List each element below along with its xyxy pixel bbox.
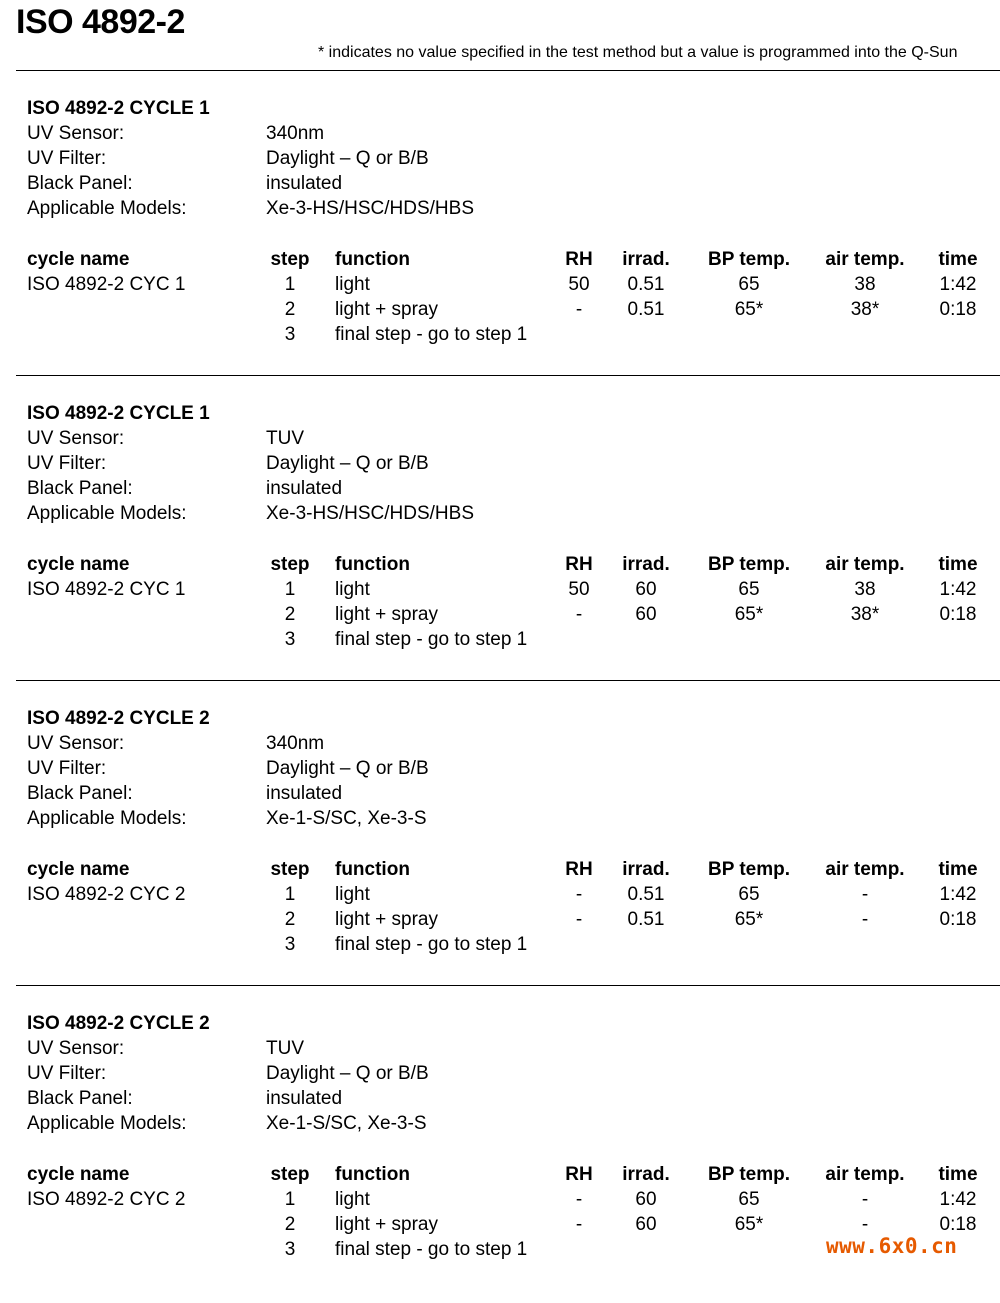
step-cell: 1 xyxy=(284,884,296,905)
irrad-cell: 60 xyxy=(635,604,657,625)
applicable-models-label: Applicable Models: xyxy=(27,503,187,524)
function-cell: final step - go to step 1 xyxy=(335,629,528,650)
irrad-cell: 60 xyxy=(635,1214,657,1235)
uv-filter-value: Daylight – Q or B/B xyxy=(266,758,429,779)
rh-header: RH xyxy=(565,554,593,575)
time-header: time xyxy=(938,249,978,270)
function-header: function xyxy=(335,1164,410,1185)
cycle-name-header: cycle name xyxy=(27,249,130,270)
uv-sensor-value: TUV xyxy=(266,1038,304,1059)
time-cell: 1:42 xyxy=(939,579,977,600)
section-title: ISO 4892-2 CYCLE 2 xyxy=(27,708,210,729)
function-cell: light + spray xyxy=(335,299,438,320)
bp-temp-cell: 65 xyxy=(738,884,760,905)
black-panel-label: Black Panel: xyxy=(27,173,133,194)
black-panel-value: insulated xyxy=(266,478,343,499)
step-cell: 1 xyxy=(284,274,296,295)
black-panel-value: insulated xyxy=(266,783,343,804)
function-cell: light + spray xyxy=(335,604,438,625)
applicable-models-label: Applicable Models: xyxy=(27,198,187,219)
step-header: step xyxy=(270,859,310,880)
step-header: step xyxy=(270,554,310,575)
bp-temp-cell: 65* xyxy=(734,1214,764,1235)
irrad-cell: 60 xyxy=(635,1189,657,1210)
cycle-name-value: ISO 4892-2 CYC 2 xyxy=(27,1189,186,1210)
rh-cell: - xyxy=(575,909,583,930)
black-panel-label: Black Panel: xyxy=(27,1088,133,1109)
cycle-name-value: ISO 4892-2 CYC 1 xyxy=(27,579,186,600)
uv-sensor-label: UV Sensor: xyxy=(27,123,125,144)
cycle-name-header: cycle name xyxy=(27,1164,130,1185)
time-cell: 0:18 xyxy=(939,1214,977,1235)
applicable-models-label: Applicable Models: xyxy=(27,1113,187,1134)
cycle-name-value: ISO 4892-2 CYC 2 xyxy=(27,884,186,905)
time-header: time xyxy=(938,859,978,880)
black-panel-label: Black Panel: xyxy=(27,783,133,804)
uv-sensor-label: UV Sensor: xyxy=(27,733,125,754)
applicable-models-value: Xe-1-S/SC, Xe-3-S xyxy=(266,1113,427,1134)
bp-temp-cell: 65 xyxy=(738,274,760,295)
watermark-logo: www.6x0.cn xyxy=(826,1234,958,1258)
air-temp-header: air temp. xyxy=(825,554,905,575)
uv-filter-value: Daylight – Q or B/B xyxy=(266,148,429,169)
bp-temp-cell: 65* xyxy=(734,604,764,625)
time-cell: 0:18 xyxy=(939,604,977,625)
time-header: time xyxy=(938,1164,978,1185)
step-header: step xyxy=(270,249,310,270)
bp-temp-cell: 65 xyxy=(738,579,760,600)
step-cell: 2 xyxy=(284,604,296,625)
irrad-cell: 0.51 xyxy=(627,884,665,905)
bp-temp-header: BP temp. xyxy=(707,859,790,880)
step-header: step xyxy=(270,1164,310,1185)
function-header: function xyxy=(335,859,410,880)
function-header: function xyxy=(335,554,410,575)
bp-temp-header: BP temp. xyxy=(707,1164,790,1185)
rh-cell: 50 xyxy=(568,274,590,295)
function-cell: light xyxy=(335,274,370,295)
function-cell: light xyxy=(335,579,370,600)
air-temp-header: air temp. xyxy=(825,1164,905,1185)
function-cell: final step - go to step 1 xyxy=(335,324,528,345)
rh-cell: - xyxy=(575,604,583,625)
uv-filter-label: UV Filter: xyxy=(27,1063,107,1084)
uv-sensor-value: 340nm xyxy=(266,733,325,754)
black-panel-label: Black Panel: xyxy=(27,478,133,499)
time-cell: 1:42 xyxy=(939,274,977,295)
irrad-cell: 60 xyxy=(635,579,657,600)
applicable-models-label: Applicable Models: xyxy=(27,808,187,829)
time-cell: 1:42 xyxy=(939,1189,977,1210)
cycle-section xyxy=(27,708,1000,998)
section-title: ISO 4892-2 CYCLE 2 xyxy=(27,1013,210,1034)
air-temp-cell: - xyxy=(861,884,869,905)
air-temp-cell: - xyxy=(861,909,869,930)
rh-cell: - xyxy=(575,1214,583,1235)
rh-header: RH xyxy=(565,249,593,270)
uv-filter-value: Daylight – Q or B/B xyxy=(266,1063,429,1084)
time-cell: 0:18 xyxy=(939,299,977,320)
step-cell: 3 xyxy=(284,1239,296,1260)
function-cell: light xyxy=(335,1189,370,1210)
function-cell: light + spray xyxy=(335,909,438,930)
cycle-section xyxy=(27,1013,1000,1303)
rh-cell: - xyxy=(575,884,583,905)
function-header: function xyxy=(335,249,410,270)
uv-sensor-value: TUV xyxy=(266,428,304,449)
step-cell: 2 xyxy=(284,299,296,320)
page-title: ISO 4892-2 xyxy=(16,3,185,41)
air-temp-cell: 38* xyxy=(850,299,880,320)
rh-cell: - xyxy=(575,299,583,320)
air-temp-cell: 38* xyxy=(850,604,880,625)
bp-temp-cell: 65 xyxy=(738,1189,760,1210)
function-cell: final step - go to step 1 xyxy=(335,1239,528,1260)
irrad-cell: 0.51 xyxy=(627,274,665,295)
bp-temp-header: BP temp. xyxy=(707,554,790,575)
bp-temp-cell: 65* xyxy=(734,909,764,930)
irrad-header: irrad. xyxy=(622,249,670,270)
cycle-name-header: cycle name xyxy=(27,554,130,575)
function-cell: light xyxy=(335,884,370,905)
air-temp-cell: - xyxy=(861,1214,869,1235)
cycle-section xyxy=(27,98,1000,388)
rh-header: RH xyxy=(565,859,593,880)
irrad-header: irrad. xyxy=(622,1164,670,1185)
time-cell: 1:42 xyxy=(939,884,977,905)
uv-sensor-value: 340nm xyxy=(266,123,325,144)
applicable-models-value: Xe-1-S/SC, Xe-3-S xyxy=(266,808,427,829)
divider xyxy=(16,70,1000,71)
air-temp-cell: 38 xyxy=(854,274,876,295)
irrad-header: irrad. xyxy=(622,859,670,880)
black-panel-value: insulated xyxy=(266,173,343,194)
air-temp-header: air temp. xyxy=(825,859,905,880)
footnote-note: * indicates no value specified in the test method but a value is programmed into the Q-Sun xyxy=(318,44,958,61)
step-cell: 3 xyxy=(284,934,296,955)
section-title: ISO 4892-2 CYCLE 1 xyxy=(27,403,210,424)
cycle-name-value: ISO 4892-2 CYC 1 xyxy=(27,274,186,295)
section-title: ISO 4892-2 CYCLE 1 xyxy=(27,98,210,119)
bp-temp-cell: 65* xyxy=(734,299,764,320)
uv-sensor-label: UV Sensor: xyxy=(27,428,125,449)
air-temp-cell: - xyxy=(861,1189,869,1210)
step-cell: 1 xyxy=(284,579,296,600)
cycle-name-header: cycle name xyxy=(27,859,130,880)
black-panel-value: insulated xyxy=(266,1088,343,1109)
time-header: time xyxy=(938,554,978,575)
irrad-header: irrad. xyxy=(622,554,670,575)
uv-sensor-label: UV Sensor: xyxy=(27,1038,125,1059)
uv-filter-label: UV Filter: xyxy=(27,148,107,169)
rh-header: RH xyxy=(565,1164,593,1185)
step-cell: 1 xyxy=(284,1189,296,1210)
rh-cell: - xyxy=(575,1189,583,1210)
function-cell: light + spray xyxy=(335,1214,438,1235)
step-cell: 2 xyxy=(284,1214,296,1235)
step-cell: 3 xyxy=(284,324,296,345)
function-cell: final step - go to step 1 xyxy=(335,934,528,955)
applicable-models-value: Xe-3-HS/HSC/HDS/HBS xyxy=(266,198,474,219)
air-temp-header: air temp. xyxy=(825,249,905,270)
applicable-models-value: Xe-3-HS/HSC/HDS/HBS xyxy=(266,503,474,524)
uv-filter-value: Daylight – Q or B/B xyxy=(266,453,429,474)
irrad-cell: 0.51 xyxy=(627,909,665,930)
cycle-section xyxy=(27,403,1000,693)
uv-filter-label: UV Filter: xyxy=(27,758,107,779)
bp-temp-header: BP temp. xyxy=(707,249,790,270)
irrad-cell: 0.51 xyxy=(627,299,665,320)
uv-filter-label: UV Filter: xyxy=(27,453,107,474)
time-cell: 0:18 xyxy=(939,909,977,930)
air-temp-cell: 38 xyxy=(854,579,876,600)
step-cell: 3 xyxy=(284,629,296,650)
rh-cell: 50 xyxy=(568,579,590,600)
step-cell: 2 xyxy=(284,909,296,930)
